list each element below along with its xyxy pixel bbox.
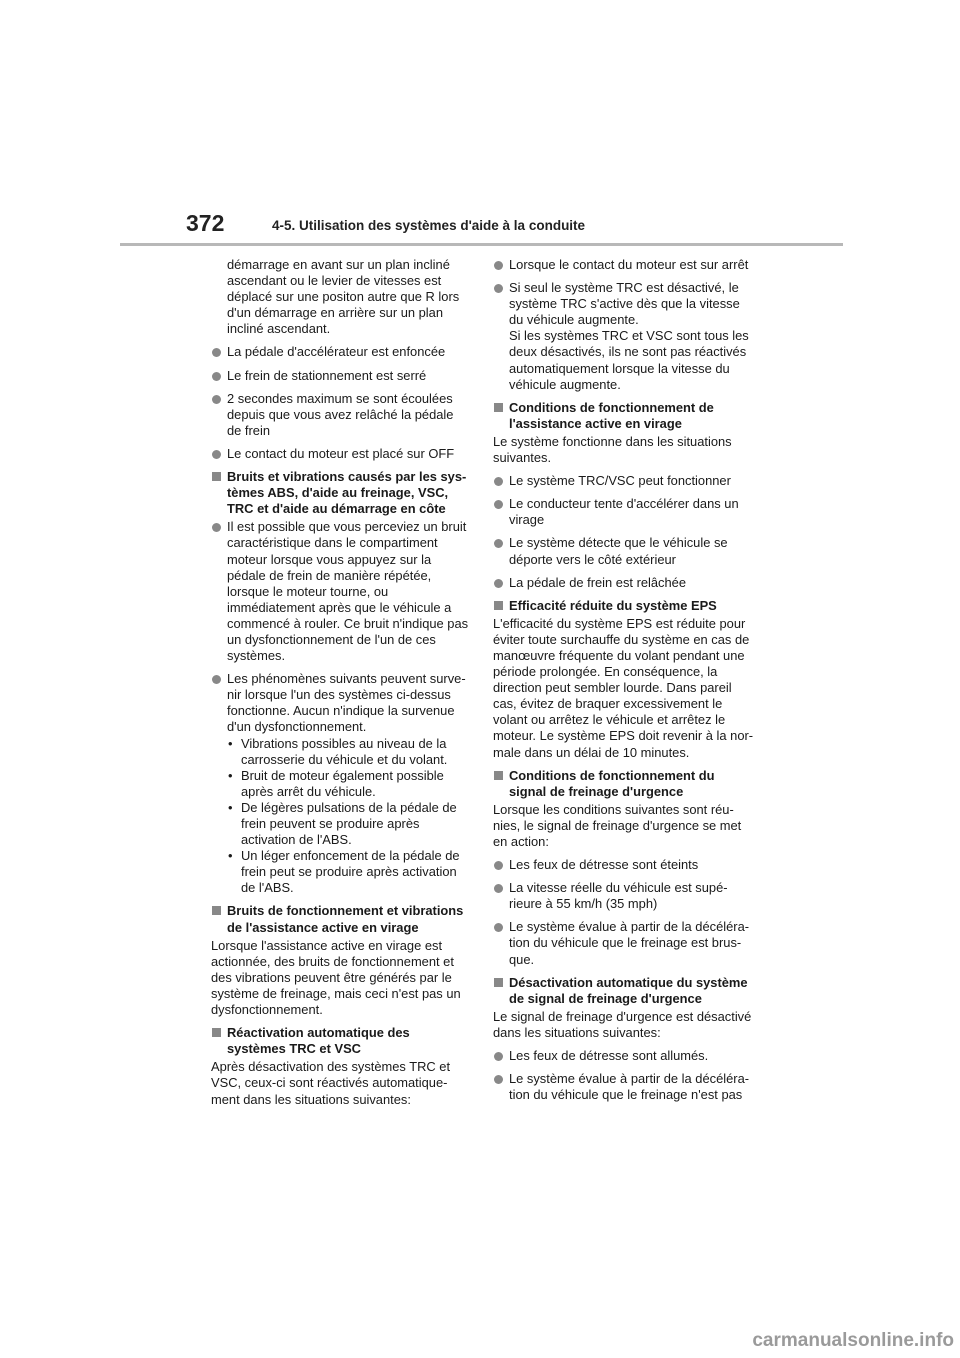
right-column	[493, 257, 755, 1110]
list-item: Le système TRC/VSC peut fonctionner	[493, 473, 755, 489]
bullet-icon	[494, 1052, 503, 1061]
list-item: Le conducteur tente d'accélérer dans un virage	[493, 496, 755, 528]
bullet-icon	[494, 884, 503, 893]
square-bullet-icon	[494, 771, 503, 780]
list-item: La vitesse réelle du véhicule est supérieure à 55 km/h (35 mph)	[493, 880, 755, 912]
paragraph: Le système fonctionne dans les situations suivantes.	[493, 433, 732, 466]
paragraph: Lorsque les conditions suivantes sont réunies, le signal de freinage d'urgence se met en action:	[493, 801, 742, 849]
list-item: Le système évalue à partir de la décélération du véhicule que le freinage n'est pas	[493, 1071, 755, 1103]
paragraph: Le signal de freinage d'urgence est désactivé dans les situations suivantes:	[493, 1008, 752, 1040]
list-item: La pédale de frein est relâchée	[493, 575, 755, 591]
bullet-icon	[494, 1075, 503, 1084]
square-bullet-icon	[494, 403, 503, 412]
list-item: Les feux de détresse sont allumés.	[493, 1048, 755, 1064]
sub-list-item: • Vibrations possibles au niveau de la carrosserie du véhicule et du volant.	[228, 735, 448, 767]
list-item: Les phénomènes suivants peuvent survenir lorsque l'un des systèmes ci-dessus fonctionne. Aucun n'indique la survenue d'un dysfonctionnement.	[211, 671, 469, 735]
list-item: Le système détecte que le véhicule se déporte vers le côté extérieur	[493, 535, 755, 567]
list-item: La pédale d'accélérateur est enfoncée	[211, 344, 469, 360]
paragraph: L'efficacité du système EPS est réduite pour éviter toute surchauffe du système en cas de manœuvre fréquente du volant pendant une période prolongée. En conséquence, la direction peut sembler lourde. Dans pareil cas, évitez de braquer excessivement le volant ou arrêtez le véhicule et arrêtez le moteur. Le système EPS doit revenir à la normale dans un délai de 10 minutes.	[493, 615, 754, 760]
bullet-icon	[494, 500, 503, 509]
list-item: Le frein de stationnement est serré	[211, 368, 469, 384]
section-heading: Réactivation automatique des systèmes TRC et VSC	[211, 1025, 469, 1057]
square-bullet-icon	[212, 906, 221, 915]
square-bullet-icon	[494, 978, 503, 987]
list-item: 2 secondes maximum se sont écoulées depuis que vous avez relâché la pédale de frein	[211, 391, 469, 439]
page-number: 372	[186, 210, 225, 236]
watermark: carmanualsonline.info	[752, 1330, 954, 1351]
sub-list-item: • Un léger enfoncement de la pédale de frein peut se produire après activation de l'ABS.	[228, 848, 460, 896]
bullet-icon	[212, 675, 221, 684]
bullet-icon	[212, 395, 221, 404]
paragraph: Lorsque l'assistance active en virage est actionnée, des bruits de fonctionnement et des vibrations peuvent être générés par le système de freinage, mais ceci n'est pas un dysfonctionnement.	[211, 937, 461, 1018]
list-item: Le système évalue à partir de la décélération du véhicule que le freinage est brusque.	[493, 919, 755, 967]
sub-list-item: • De légères pulsations de la pédale de frein peuvent se produire après activation de l'ABS.	[228, 799, 457, 848]
section-heading: Conditions de fonctionnement de l'assistance active en virage	[493, 400, 755, 432]
bullet-icon	[212, 523, 221, 532]
bullet-icon	[212, 450, 221, 459]
list-item: Le contact du moteur est placé sur OFF	[211, 446, 469, 462]
section-heading: Efficacité réduite du système EPS	[493, 598, 755, 614]
bullet-icon	[212, 348, 221, 357]
section-heading: Désactivation automatique du système de signal de freinage d'urgence	[493, 975, 755, 1007]
continued-text: démarrage en avant sur un plan incliné ascendant ou le levier de vitesses est déplacé sur une positon autre que R lors d'un démarrage en arrière sur un plan incliné ascendant.	[227, 257, 460, 337]
section-heading: Bruits et vibrations causés par les systèmes ABS, d'aide au freinage, VSC, TRC et d'aide au démarrage en côte	[211, 469, 469, 517]
paragraph: Après désactivation des systèmes TRC et VSC, ceux-ci sont réactivés automatiquement dans les situations suivantes:	[211, 1059, 451, 1107]
section-title: 4-5. Utilisation des systèmes d'aide à la conduite	[272, 218, 586, 233]
bullet-icon	[212, 372, 221, 381]
page-header	[0, 0, 960, 250]
bullet-icon	[494, 477, 503, 486]
square-bullet-icon	[494, 601, 503, 610]
sub-list-item: • Bruit de moteur également possible après arrêt du véhicule.	[228, 767, 444, 799]
square-bullet-icon	[212, 1028, 221, 1037]
bullet-icon	[494, 579, 503, 588]
list-item: Si seul le système TRC est désactivé, le système TRC s'active dès que la vitesse du véhicule augmente. Si les systèmes TRC et VSC sont tous les deux désactivés, ils ne sont pas réactivés automatiquement lorsque la vitesse du véhicule augmente.	[493, 280, 755, 393]
bullet-icon	[494, 861, 503, 870]
list-item: Lorsque le contact du moteur est sur arrêt	[493, 257, 755, 273]
bullet-icon	[494, 261, 503, 270]
bullet-icon	[494, 539, 503, 548]
bullet-icon	[494, 284, 503, 293]
section-heading: Bruits de fonctionnement et vibrations de l'assistance active en virage	[211, 903, 469, 935]
left-column	[211, 257, 469, 1115]
square-bullet-icon	[212, 472, 221, 481]
list-item: Les feux de détresse sont éteints	[493, 857, 755, 873]
header-divider	[120, 243, 843, 246]
section-heading: Conditions de fonctionnement du signal de freinage d'urgence	[493, 768, 755, 800]
list-item: Il est possible que vous perceviez un bruit caractéristique dans le compartiment moteur lorsque vous appuyez sur la pédale de frein de manière répétée, lorsque le moteur tourne, ou immédiatement après que le véhicule a commencé à rouler. Ce bruit n'indique pas un dysfonctionnement de l'un de ces systèmes.	[211, 519, 469, 664]
bullet-icon	[494, 923, 503, 932]
